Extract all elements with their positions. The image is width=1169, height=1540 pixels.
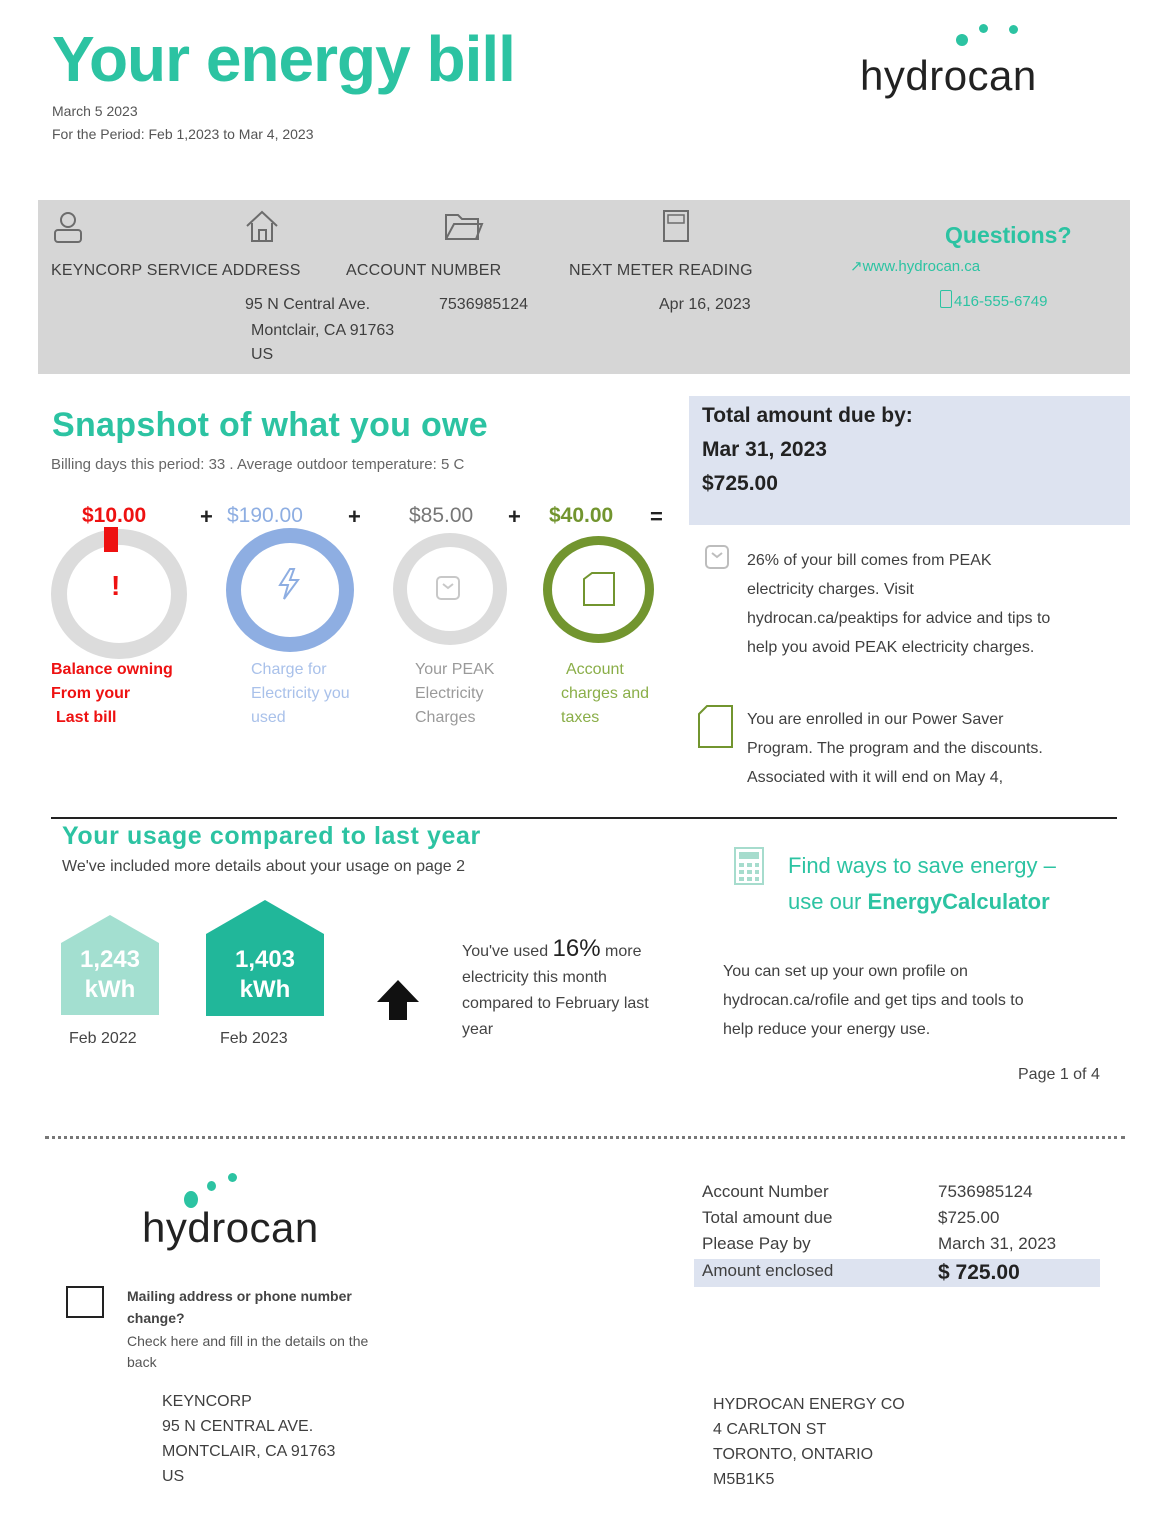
bill-period: For the Period: Feb 1,2023 to Mar 4, 2023 <box>52 126 314 142</box>
save-line: use our <box>788 889 862 914</box>
snapshot-title: Snapshot of what you owe <box>52 406 488 444</box>
customer-address <box>162 1389 335 1489</box>
house-current-value <box>206 945 324 1005</box>
usage-curr-value: 1,403 <box>234 946 296 973</box>
powersaver-note <box>747 705 1043 792</box>
address-line: M5B1K5 <box>713 1471 775 1488</box>
energy-calculator-link[interactable]: EnergyCalculator <box>867 889 1050 914</box>
logo-dot <box>1009 25 1018 34</box>
usage-prev-value: 1,243 <box>79 946 141 973</box>
phone-text: 416-555-6749 <box>954 293 1048 310</box>
phone-link[interactable] <box>940 290 1047 310</box>
note-line: electricity charges. Visit <box>747 581 914 598</box>
plus-sign: + <box>200 504 213 529</box>
stub-total-label: Total amount due <box>702 1208 833 1227</box>
section-divider <box>51 817 1117 819</box>
address-line: TORONTO, ONTARIO <box>713 1446 874 1463</box>
usage-subtitle: We've included more details about your usage on page 2 <box>62 858 466 875</box>
stub-logo <box>140 1170 370 1260</box>
address-line: KEYNCORP <box>162 1393 252 1410</box>
brand-logo <box>858 18 1078 108</box>
compare-text: You've used <box>462 943 549 960</box>
note-line: hydrocan.ca/rofile and get tips and tools to <box>723 992 1024 1009</box>
stub-account-value: 7536985124 <box>938 1182 1033 1201</box>
caption-peak <box>415 658 494 730</box>
brand-name: hydrocan <box>860 52 1037 99</box>
usage-curr-unit: kWh <box>239 976 291 1003</box>
page-number: Page 1 of 4 <box>1018 1066 1100 1083</box>
address-line: HYDROCAN ENERGY CO <box>713 1396 905 1413</box>
next-meter-date: Apr 16, 2023 <box>659 296 751 313</box>
equals-sign: = <box>650 504 663 529</box>
logo-dot <box>228 1173 237 1182</box>
caption-line: Account <box>566 661 624 678</box>
usage-title: Your usage compared to last year <box>62 822 481 850</box>
house-previous-value <box>61 945 159 1005</box>
caption-line: Your PEAK <box>415 661 495 678</box>
compare-percent: 16% <box>552 935 601 962</box>
next-meter-label: NEXT METER READING <box>569 262 753 279</box>
save-line: Find ways to save energy – <box>788 853 1056 878</box>
website-link[interactable] <box>850 257 980 275</box>
home-icon <box>244 208 280 244</box>
address-line: US <box>162 1468 185 1485</box>
address-change-checkbox[interactable] <box>66 1286 104 1318</box>
total-due-label: Total amount due by: <box>702 404 913 427</box>
check-title-line: Mailing address or phone number <box>127 1288 352 1304</box>
logo-dot <box>979 24 988 33</box>
amount-enclosed-label: Amount enclosed <box>702 1261 834 1280</box>
address-change-note <box>127 1331 368 1373</box>
profile-note <box>723 957 1024 1044</box>
arrow-up-icon <box>375 978 421 1022</box>
note-line: hydrocan.ca/peaktips for advice and tips to <box>747 610 1051 627</box>
caption-electricity <box>251 658 350 730</box>
compare-line: year <box>462 1021 494 1038</box>
tear-line <box>45 1136 1125 1139</box>
account-number-label: ACCOUNT NUMBER <box>346 262 502 279</box>
page-title: Your energy bill <box>52 23 515 95</box>
service-address-label: KEYNCORP SERVICE ADDRESS <box>51 262 301 279</box>
stub-total-value: $725.00 <box>938 1208 1000 1227</box>
amount-peak: $85.00 <box>409 504 474 527</box>
stub-paydate-label: Please Pay by <box>702 1234 811 1253</box>
phone-icon <box>940 290 952 308</box>
calculator-icon <box>733 846 765 886</box>
cursor-icon: ↗ <box>850 258 863 275</box>
account-number-value: 7536985124 <box>439 296 528 313</box>
total-due-date: Mar 31, 2023 <box>702 438 827 461</box>
address-line: MONTCLAIR, CA 91763 <box>162 1443 336 1460</box>
total-due-box <box>689 396 1130 525</box>
note-line: 26% of your bill comes from PEAK <box>747 552 992 569</box>
save-energy-link[interactable] <box>788 848 1056 920</box>
caption-account-charges <box>561 658 661 730</box>
caption-line: Balance owning <box>51 661 173 678</box>
caption-line: used <box>251 709 286 726</box>
check-note-line: Check here and fill in the details on the <box>127 1333 369 1349</box>
total-due-amount: $725.00 <box>702 472 778 495</box>
caption-previous-balance <box>51 658 173 730</box>
previous-balance-marker <box>104 527 118 552</box>
usage-prev-label: Feb 2022 <box>69 1030 137 1044</box>
plus-sign: + <box>348 504 361 529</box>
note-line: help you avoid PEAK electricity charges. <box>747 639 1035 656</box>
website-text: www.hydrocan.ca <box>862 258 981 275</box>
compare-text: more <box>605 943 642 960</box>
compare-line: compared to February last <box>462 995 649 1012</box>
check-title-line: change? <box>127 1310 185 1326</box>
stub-account-label: Account Number <box>702 1182 829 1201</box>
caption-line: Last bill <box>56 709 117 726</box>
compare-line: electricity this month <box>462 969 607 986</box>
address-change-title <box>127 1285 352 1329</box>
service-address-line2: Montclair, CA 91763 <box>251 322 395 339</box>
caption-line: taxes <box>561 709 600 726</box>
usage-curr-label: Feb 2023 <box>220 1030 288 1044</box>
document-icon <box>582 571 618 607</box>
note-line: You can set up your own profile on <box>723 963 968 980</box>
note-line: Program. The program and the discounts. <box>747 740 1043 757</box>
snapshot-subtitle: Billing days this period: 33 . Average outdoor temperature: 5 C <box>51 456 465 473</box>
logo-dot <box>207 1181 216 1191</box>
caption-line: Charge for <box>251 661 327 678</box>
address-line: 95 N CENTRAL AVE. <box>162 1418 314 1435</box>
caption-line: charges and <box>561 685 650 702</box>
document-icon <box>697 704 735 750</box>
usage-prev-unit: kWh <box>84 976 136 1003</box>
folder-icon <box>444 209 484 243</box>
peak-note <box>747 546 1050 662</box>
usage-comparison <box>462 936 692 1043</box>
caption-line: Electricity <box>415 685 484 702</box>
person-icon <box>52 210 84 244</box>
bill-date: March 5 2023 <box>52 103 138 119</box>
clock-icon <box>704 544 730 570</box>
caption-line: From your <box>51 685 131 702</box>
amount-account-charges: $40.00 <box>549 504 614 527</box>
note-line: help reduce your energy use. <box>723 1021 931 1038</box>
service-address-line1: 95 N Central Ave. <box>245 296 371 313</box>
questions-heading: Questions? <box>945 222 1072 248</box>
stub-paydate-value: March 31, 2023 <box>938 1234 1057 1253</box>
address-line: 4 CARLTON ST <box>713 1421 827 1438</box>
caption-line: Electricity you <box>251 685 350 702</box>
caption-line: Charges <box>415 709 476 726</box>
company-address <box>713 1392 905 1492</box>
check-note-line: back <box>127 1354 157 1370</box>
stub-brand-name: hydrocan <box>142 1204 319 1251</box>
amount-previous-balance: $10.00 <box>82 504 147 527</box>
clock-icon <box>434 574 462 602</box>
plus-sign: + <box>508 504 521 529</box>
meter-icon <box>662 209 690 243</box>
note-line: You are enrolled in our Power Saver <box>747 711 1004 728</box>
amount-enclosed-value: $ 725.00 <box>938 1261 1020 1284</box>
note-line: Associated with it will end on May 4, <box>747 769 1004 786</box>
lightning-icon <box>272 567 306 603</box>
amount-electricity: $190.00 <box>227 504 303 527</box>
service-address-line3: US <box>251 346 274 363</box>
alert-icon: ! <box>111 570 121 601</box>
logo-dot <box>956 34 968 46</box>
